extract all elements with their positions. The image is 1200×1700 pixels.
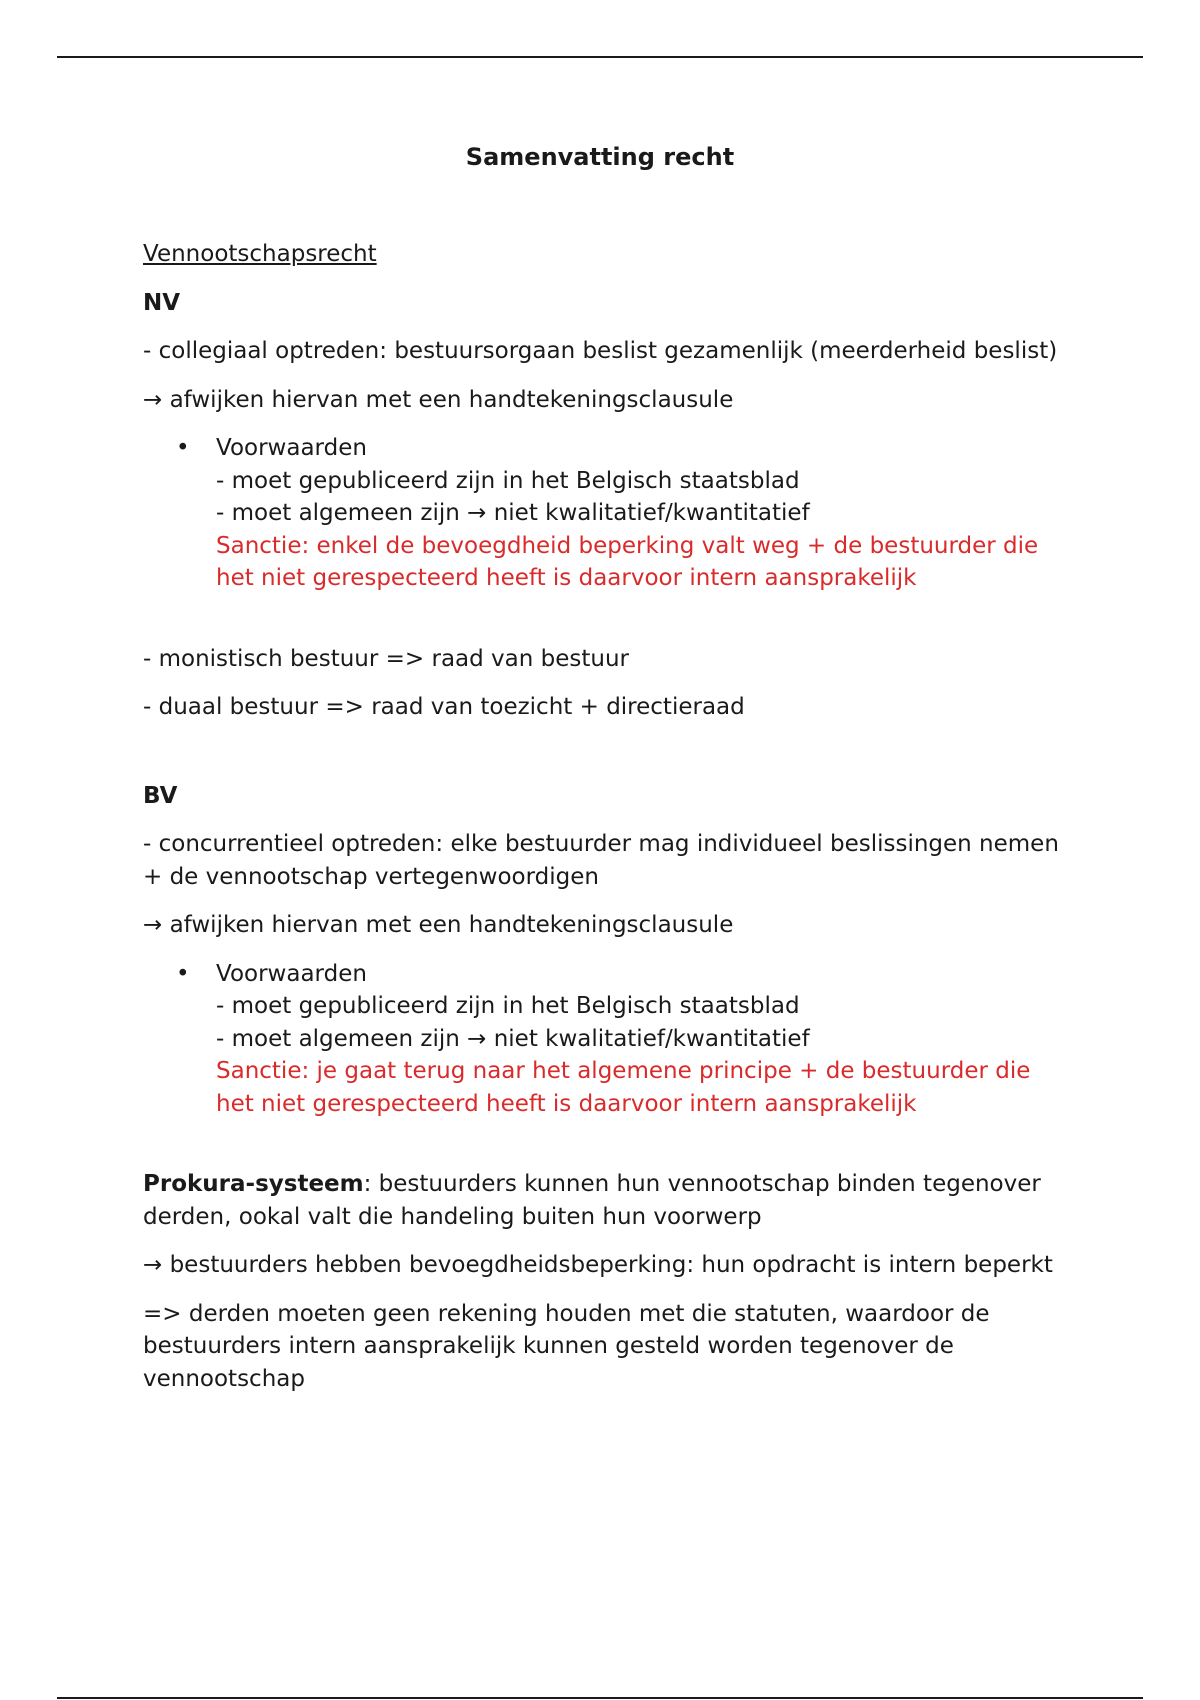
nv-voorwaarden-label: Voorwaarden (216, 435, 367, 461)
nv-collegiaal-text: - collegiaal optreden: bestuursorgaan beslist gezamenlijk (meerderheid beslist) (143, 338, 1058, 364)
page-bottom-rule (57, 1697, 1143, 1699)
bullet-icon: • (176, 960, 190, 987)
prokura-definition: : bestuurders kunnen hun vennootschap binden tegenover derden, ookal valt die handeling buiten hun voorwerp (143, 1171, 1041, 1230)
bv-voorwaarde-1: - moet gepubliceerd zijn in het Belgisch staatsblad (216, 993, 800, 1019)
nv-voorwaarde-2: - moet algemeen zijn → niet kwalitatief/kwantitatief (216, 500, 810, 526)
nv-duaal-text: - duaal bestuur => raad van toezicht + directieraad (143, 694, 745, 720)
page-top-rule (57, 56, 1143, 58)
spacer (143, 1136, 1063, 1168)
spacer (143, 611, 1063, 643)
nv-afwijken-text: → afwijken hiervan met een handtekeningsclausule (143, 386, 734, 413)
prokura-term: Prokura-systeem (143, 1171, 364, 1197)
prokura-beperking-text: → bestuurders hebben bevoegdheidsbeperking: hun opdracht is intern beperkt (143, 1252, 1053, 1278)
bv-afwijken-text: → afwijken hiervan met een handtekeningsclausule (143, 912, 734, 938)
bv-voorwaarden-bullet (143, 958, 1063, 1121)
bv-concurrentieel-text: - concurrentieel optreden: elke bestuurder mag individueel beslissingen nemen + de vennootschap vertegenwoordigen (143, 831, 1059, 890)
bv-voorwaarden-label: Voorwaarden (216, 960, 367, 987)
nv-sanctie: Sanctie: enkel de bevoegdheid beperking valt weg + de bestuurder die het niet gerespecteerd heeft is daarvoor intern aansprakelijk (216, 532, 1039, 591)
bullet-icon: • (176, 435, 190, 461)
bv-heading: BV (143, 782, 178, 809)
document-body (143, 238, 1063, 1411)
bv-voorwaarde-2: - moet algemeen zijn → niet kwalitatief/kwantitatief (216, 1025, 810, 1052)
spacer (143, 740, 1063, 780)
nv-voorwaarde-1: - moet gepubliceerd zijn in het Belgisch staatsblad (216, 467, 800, 494)
nv-heading: NV (143, 289, 181, 316)
nv-monistisch-text: - monistisch bestuur => raad van bestuur (143, 645, 629, 672)
prokura-gevolg-text: => derden moeten geen rekening houden met die statuten, waardoor de bestuurders intern aansprakelijk kunnen gesteld worden tegenover de vennootschap (143, 1300, 990, 1392)
nv-voorwaarden-bullet (143, 432, 1063, 595)
section-heading: Vennootschapsrecht (143, 241, 377, 267)
prokura-paragraph (143, 1168, 1063, 1233)
document-title: Samenvatting recht (465, 143, 735, 171)
bv-sanctie: Sanctie: je gaat terug naar het algemene principe + de bestuurder die het niet gerespecteerd heeft is daarvoor intern aansprakelijk (216, 1058, 1031, 1117)
